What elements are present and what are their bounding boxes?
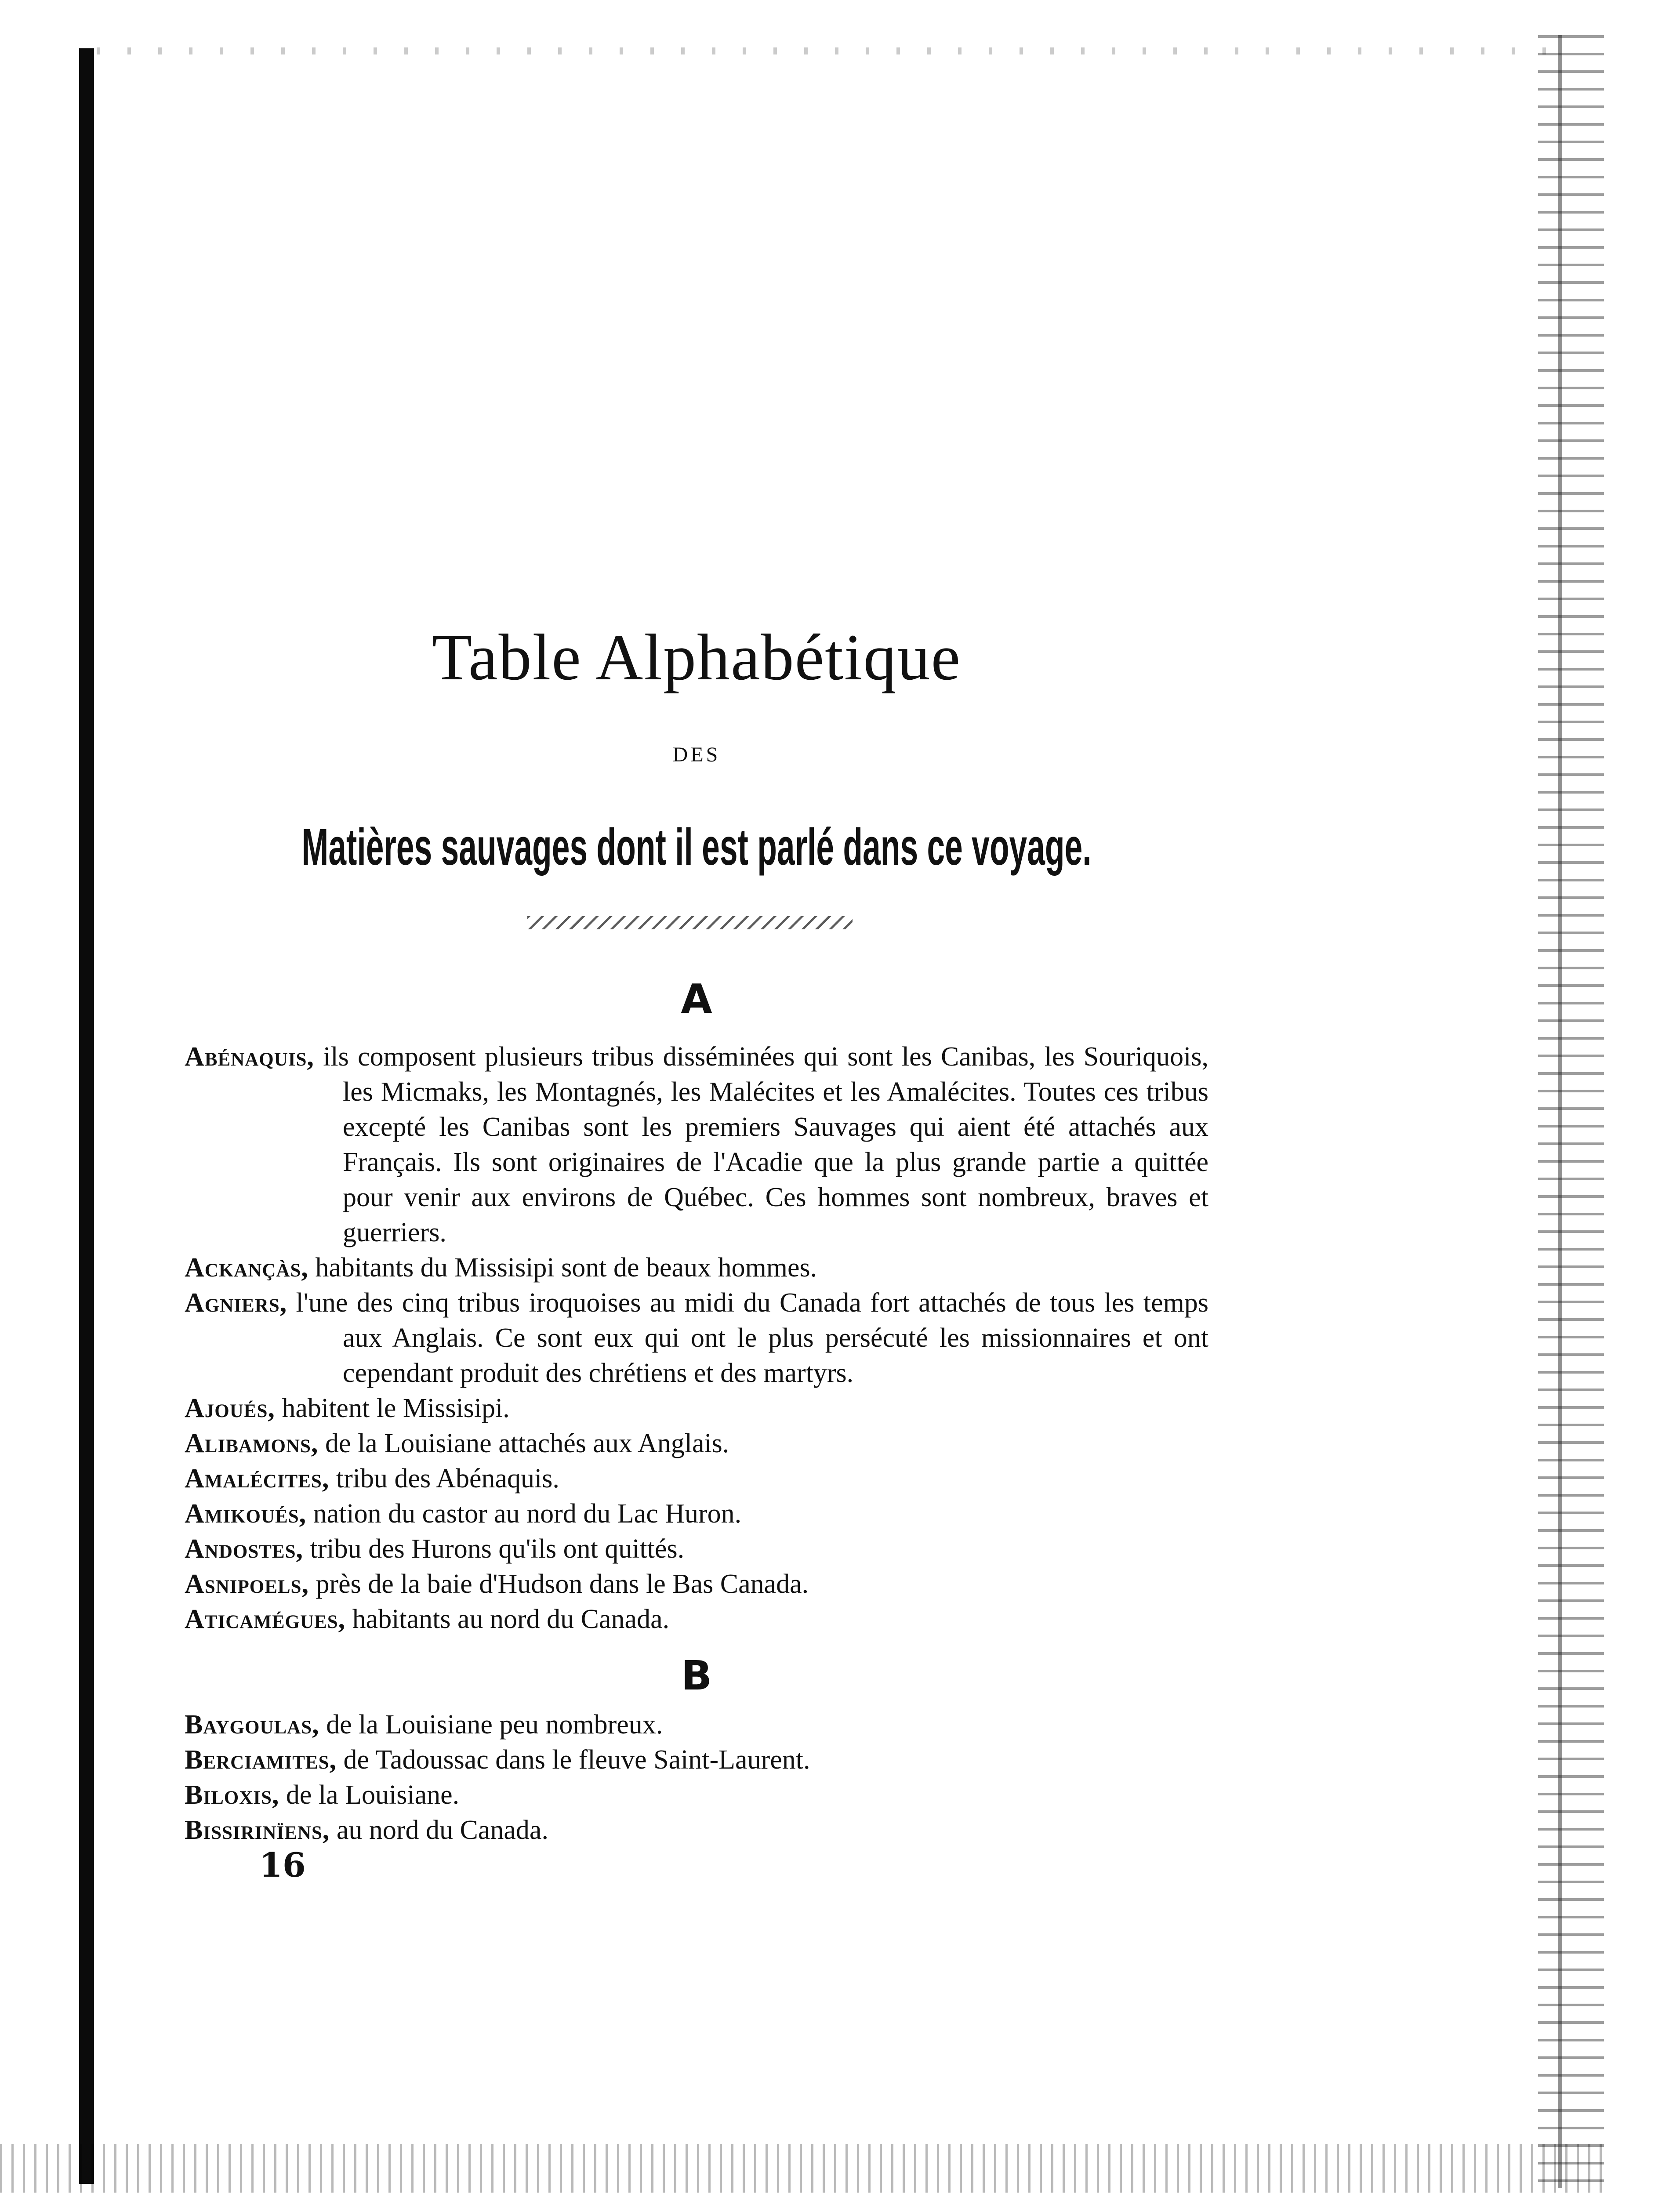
entry-text: de la Louisiane attachés aux Anglais. [318,1428,729,1458]
entry-term: Bissirinïens, [185,1815,330,1845]
entry-term: Ackançàs, [185,1253,308,1283]
entry-term: Abénaquis, [185,1042,314,1072]
ornamental-rule [527,916,853,929]
page-number: 16 [259,1845,306,1885]
section-letter-b: B [681,1652,712,1699]
entry-term: Baygoulas, [185,1710,319,1740]
section-letter-a: A [681,975,712,1022]
entry-term: Amikoués, [185,1499,307,1529]
scan-noise-top [97,47,1547,54]
index-entry [185,1461,1208,1496]
index-entry [185,1742,1208,1777]
page-subtitle: Matières sauvages dont il est parlé dans ce voyage. [301,818,1092,876]
index-entry [185,1039,1208,1250]
entry-text: tribu des Hurons qu'ils ont quittés. [303,1534,685,1564]
index-entry [185,1707,1208,1742]
index-entry [185,1566,1208,1602]
title-connector: DES [672,743,721,766]
scan-edge-line [1558,35,1562,2188]
entry-text: au nord du Canada. [330,1815,548,1845]
binding-shadow [79,48,94,2184]
entry-text: tribu des Abénaquis. [329,1464,559,1494]
scan-noise-bottom [0,2144,1604,2193]
index-entry [185,1426,1208,1461]
index-entry [185,1777,1208,1813]
entry-term: Aticamégues, [185,1604,346,1634]
index-entry [185,1531,1208,1566]
entry-term: Biloxis, [185,1780,279,1810]
entry-text: habitent le Missisipi. [275,1393,510,1423]
entry-text: habitants du Missisipi sont de beaux hommes. [308,1253,817,1283]
entry-text: nation du castor au nord du Lac Huron. [306,1499,742,1529]
entry-text: l'une des cinq tribus iroquoises au midi du Canada fort attachés de tous les temps aux Anglais. Ce sont eux qui ont le plus persécuté les missionnaires et ont cependant produit des chrétiens et des martyrs. [287,1288,1208,1388]
entry-term: Alibamons, [185,1428,319,1458]
index-entry [185,1285,1208,1391]
entry-term: Ajoués, [185,1393,275,1423]
entries-a [185,1039,1208,1637]
entry-term: Amalécites, [185,1464,330,1494]
entry-text: de la Louisiane. [279,1780,460,1810]
entry-text: habitants au nord du Canada. [345,1604,670,1634]
scan-noise-right [1538,35,1604,2188]
index-entry [185,1813,1208,1848]
entry-text: près de la baie d'Hudson dans le Bas Canada. [308,1569,809,1599]
entry-text: ils composent plusieurs tribus disséminées qui sont les Canibas, les Souriquois, les Micmaks, les Montagnés, les Malécites et les Amalécites. Toutes ces tribus excepté les Canibas sont les premiers Sauvages qui aient été attachés aux Français. Ils sont originaires de l'Acadie que la plus grande partie a quittée pour venir aux environs de Québec. Ces hommes sont nombreux, braves et guerriers. [314,1042,1208,1247]
index-entry [185,1250,1208,1285]
entry-term: Andostes, [185,1534,304,1564]
index-entry [185,1391,1208,1426]
entry-term: Agniers, [185,1288,287,1318]
entry-term: Berciamites, [185,1745,337,1775]
index-entry [185,1496,1208,1531]
entry-text: de Tadoussac dans le fleuve Saint-Laurent. [337,1745,810,1775]
entry-term: Asnipoels, [185,1569,309,1599]
page-title: Table Alphabétique [432,621,962,694]
index-entry [185,1602,1208,1637]
entries-b [185,1707,1208,1848]
entry-text: de la Louisiane peu nombreux. [319,1710,663,1740]
